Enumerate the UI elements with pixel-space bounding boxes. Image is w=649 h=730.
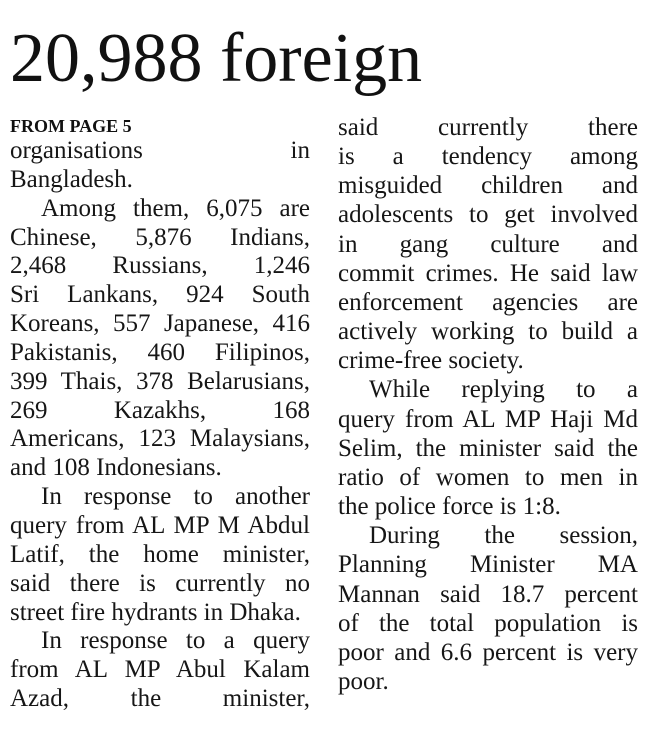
text-line: ratio of women to men in (338, 463, 638, 491)
text-line: Among them, 6,075 are (41, 194, 310, 222)
text-line: Planning Minister MA (338, 551, 638, 579)
text-line: Pakistanis, 460 Filipinos, (10, 338, 310, 366)
text-line: 2,468 Russians, 1,246 (10, 252, 310, 280)
text-line: is a tendency among (338, 143, 638, 171)
text-line: poor. (338, 667, 389, 695)
text-line: Latif, the home minister, (10, 540, 310, 568)
text-line: actively working to build a (338, 318, 638, 346)
text-line: misguided children and (338, 172, 638, 200)
text-line: enforcement agencies are (338, 288, 638, 316)
text-line: Sri Lankans, 924 South (10, 281, 310, 309)
text-line: said currently there (338, 114, 638, 141)
text-line: commit crimes. He said law (338, 259, 638, 287)
text-line: While replying to a (369, 376, 638, 404)
text-line: query from AL MP Haji Md (338, 405, 638, 433)
text-line: poor and 6.6 percent is very (338, 638, 638, 666)
paragraph (338, 113, 638, 375)
text-line: adolescents to get involved (338, 201, 638, 229)
paragraph (10, 627, 310, 714)
text-line: In response to a query (41, 627, 310, 655)
headline: 20,988 foreign (10, 20, 423, 97)
jump-line: FROM PAGE 5 (10, 116, 132, 136)
text-line: street fire hydrants in Dhaka. (10, 598, 301, 626)
text-line: Bangladesh. (10, 165, 133, 193)
left-column (10, 137, 310, 714)
text-line: 399 Thais, 378 Belarusians, (10, 367, 310, 395)
paragraph (10, 195, 310, 483)
text-line: Americans, 123 Malaysians, (10, 425, 310, 453)
text-line: Mannan said 18.7 percent (338, 580, 638, 608)
paragraph (338, 521, 638, 696)
text-line: 269 Kazakhs, 168 (10, 396, 310, 424)
text-line: During the session, (369, 522, 638, 550)
text-line: of the total population is (338, 609, 638, 637)
text-line: from AL MP Abul Kalam (10, 656, 310, 684)
text-line: the police force is 1:8. (338, 493, 561, 521)
paragraph (10, 137, 310, 195)
paragraph (338, 375, 638, 521)
paragraph (10, 483, 310, 627)
text-line: In response to another (41, 483, 310, 511)
text-line: organisations in (10, 137, 310, 164)
text-line: Chinese, 5,876 Indians, (10, 223, 310, 251)
text-line: Selim, the minister said the (338, 434, 638, 462)
text-line: query from AL MP M Abdul (10, 511, 310, 539)
text-line: in gang culture and (338, 230, 638, 258)
right-column (338, 113, 638, 696)
text-line: Koreans, 557 Japanese, 416 (10, 310, 310, 338)
text-line: Azad, the minister, (10, 685, 310, 713)
text-line: said there is currently no (10, 569, 310, 597)
text-line: and 108 Indonesians. (10, 454, 222, 482)
text-line: crime-free society. (338, 347, 524, 375)
